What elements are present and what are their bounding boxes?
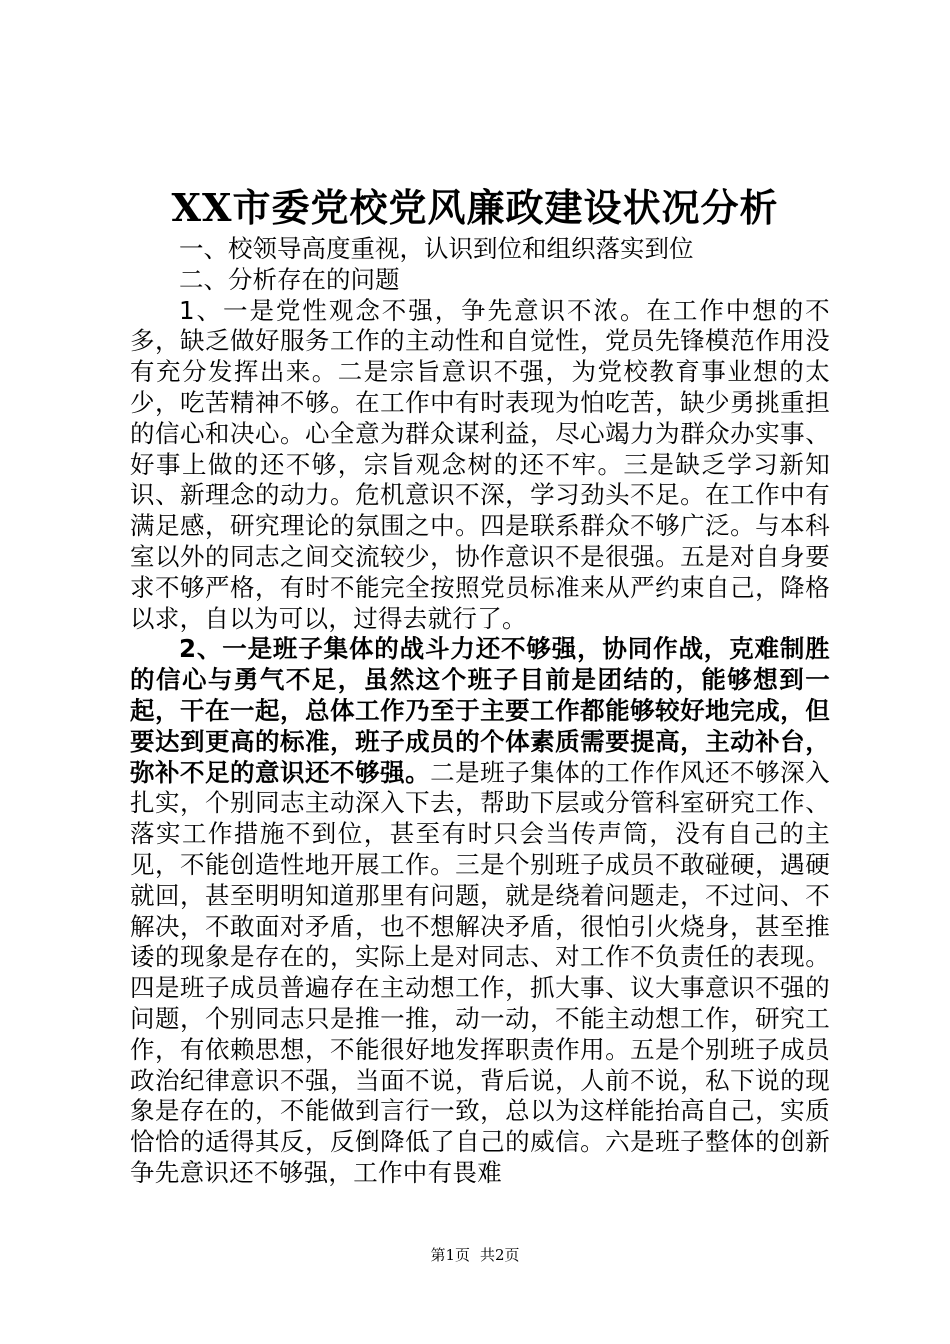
document-body: [130, 234, 830, 1189]
paragraph-2-lead: 2、一是班子集体的战斗力还不够强，协同作战，克难制胜的信心与勇气不足，虽然这个班子目前是团结的，能够想到一起，干在一起，总体工作乃至于主要工作都能够较好地完成，但要达到更高的标准，班子成员的个体素质需要提高，主动补台，弥补不足的意识还不够强。: [130, 634, 830, 787]
paragraph-1: [130, 296, 830, 635]
paragraph-1-lead: 1、一是党性观念不强，争先意识不浓。: [179, 295, 647, 325]
paragraph-2: [130, 634, 830, 1188]
section-heading-1: 一、校领导高度重视，认识到位和组织落实到位: [179, 234, 694, 263]
section-heading-2: 二、分析存在的问题: [179, 264, 400, 294]
paragraph-1-text: 在工作中想的不多，缺乏做好服务工作的主动性和自觉性，党员先锋模范作用没有充分发挥出来。二是宗旨意识不强，为党校教育事业想的太少，吃苦精神不够。在工作中有时表现为怕吃苦，缺少勇挑重担的信心和决心。心全意为群众谋利益，尽心竭力为群众办实事、好事上做的还不够，宗旨观念树的还不牢。三是缺乏学习新知识、新理念的动力。危机意识不深，学习劲头不足。在工作中有满足感，研究理论的氛围之中。四是联系群众不够广泛。与本科室以外的同志之间交流较少，协作意识不是很强。五是对自身要求不够严格，有时不能完全按照党员标准来从严约束自己，降格以求，自以为可以，过得去就行了。: [130, 295, 830, 633]
page-total: 共2页: [480, 1246, 520, 1264]
paragraph-2-text: 二是班子集体的工作作风还不够深入扎实，个别同志主动深入下去，帮助下层或分管科室研究工作、落实工作措施不到位，甚至有时只会当传声筒，没有自己的主见，不能创造性地开展工作。三是个别班子成员不敢碰硬，遇硬就回，甚至明明知道那里有问题，就是绕着问题走，不过问、不解决，不敢面对矛盾，也不想解决矛盾，很怕引火烧身，甚至推诿的现象是存在的，实际上是对同志、对工作不负责任的表现。四是班子成员普遍存在主动想工作，抓大事、议大事意识不强的问题，个别同志只是推一推，动一动，不能主动想工作，研究工作，有依赖思想，不能很好地发挥职责作用。五是个别班子成员政治纪律意识不强，当面不说，背后说，人前不说，私下说的现象是存在的，不能做到言行一致，总以为这样能抬高自己，实质恰恰的适得其反，反倒降低了自己的威信。六是班子整体的创新争先意识还不够强，工作中有畏难: [130, 757, 830, 1187]
page-number: 第1页: [430, 1246, 470, 1264]
page-footer: [0, 1245, 950, 1265]
document-title: XX市委党校党风廉政建设状况分析: [171, 185, 779, 230]
